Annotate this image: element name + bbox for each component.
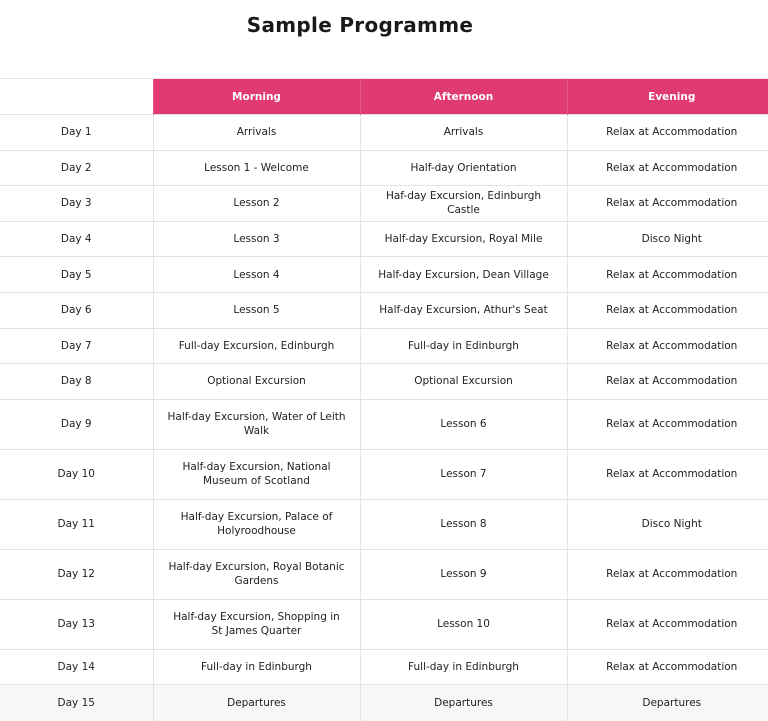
table-row: [0, 150, 768, 186]
programme-table: [0, 78, 768, 721]
cell-morning: Optional Excursion: [153, 364, 360, 400]
cell-morning: Lesson 3: [153, 221, 360, 257]
cell-morning: Lesson 4: [153, 257, 360, 293]
cell-day: Day 6: [0, 292, 153, 328]
cell-morning: Half-day Excursion, Water of Leith Walk: [153, 399, 360, 449]
cell-evening: Relax at Accommodation: [567, 364, 768, 400]
cell-evening: Relax at Accommodation: [567, 292, 768, 328]
cell-evening: Relax at Accommodation: [567, 599, 768, 649]
table-row: [0, 599, 768, 649]
cell-morning: Half-day Excursion, Royal Botanic Gardens: [153, 549, 360, 599]
cell-afternoon: Lesson 9: [360, 549, 567, 599]
cell-afternoon: Lesson 10: [360, 599, 567, 649]
cell-afternoon: Full-day in Edinburgh: [360, 328, 567, 364]
header-day: [0, 79, 153, 115]
cell-morning: Lesson 2: [153, 186, 360, 222]
page-title: Sample Programme: [246, 13, 474, 37]
header-afternoon: Afternoon: [360, 79, 567, 115]
table-row: [0, 449, 768, 499]
cell-afternoon: Lesson 6: [360, 399, 567, 449]
table-row: [0, 364, 768, 400]
cell-day: Day 15: [0, 685, 153, 721]
header-morning: Morning: [153, 79, 360, 115]
cell-morning: Full-day Excursion, Edinburgh: [153, 328, 360, 364]
cell-evening: Relax at Accommodation: [567, 649, 768, 685]
cell-afternoon: Haf-day Excursion, Edinburgh Castle: [360, 186, 567, 222]
cell-evening: Relax at Accommodation: [567, 449, 768, 499]
cell-morning: Full-day in Edinburgh: [153, 649, 360, 685]
table-row: [0, 649, 768, 685]
table-row: [0, 328, 768, 364]
cell-day: Day 7: [0, 328, 153, 364]
cell-afternoon: Departures: [360, 685, 567, 721]
cell-evening: Relax at Accommodation: [567, 186, 768, 222]
cell-afternoon: Half-day Orientation: [360, 150, 567, 186]
cell-afternoon: Arrivals: [360, 115, 567, 151]
cell-morning: Half-day Excursion, Palace of Holyroodhouse: [153, 499, 360, 549]
table-row: [0, 221, 768, 257]
cell-morning: Half-day Excursion, Shopping in St James Quarter: [153, 599, 360, 649]
table-row: [0, 115, 768, 151]
cell-day: Day 2: [0, 150, 153, 186]
cell-day: Day 10: [0, 449, 153, 499]
cell-day: Day 12: [0, 549, 153, 599]
cell-evening: Relax at Accommodation: [567, 115, 768, 151]
cell-day: Day 4: [0, 221, 153, 257]
cell-evening: Departures: [567, 685, 768, 721]
table-row: [0, 399, 768, 449]
cell-day: Day 9: [0, 399, 153, 449]
cell-day: Day 3: [0, 186, 153, 222]
cell-evening: Disco Night: [567, 499, 768, 549]
cell-afternoon: Lesson 8: [360, 499, 567, 549]
cell-evening: Relax at Accommodation: [567, 399, 768, 449]
cell-day: Day 5: [0, 257, 153, 293]
cell-day: Day 8: [0, 364, 153, 400]
cell-morning: Arrivals: [153, 115, 360, 151]
cell-evening: Disco Night: [567, 221, 768, 257]
cell-afternoon: Half-day Excursion, Athur's Seat: [360, 292, 567, 328]
cell-morning: Lesson 5: [153, 292, 360, 328]
table-row: [0, 292, 768, 328]
table-row: [0, 499, 768, 549]
cell-afternoon: Half-day Excursion, Dean Village: [360, 257, 567, 293]
cell-day: Day 11: [0, 499, 153, 549]
table-row: [0, 685, 768, 721]
cell-day: Day 13: [0, 599, 153, 649]
cell-morning: Half-day Excursion, National Museum of Scotland: [153, 449, 360, 499]
header-evening: Evening: [567, 79, 768, 115]
cell-day: Day 1: [0, 115, 153, 151]
cell-evening: Relax at Accommodation: [567, 150, 768, 186]
cell-evening: Relax at Accommodation: [567, 328, 768, 364]
cell-evening: Relax at Accommodation: [567, 257, 768, 293]
table-row: [0, 257, 768, 293]
table-row: [0, 186, 768, 222]
cell-evening: Relax at Accommodation: [567, 549, 768, 599]
cell-afternoon: Lesson 7: [360, 449, 567, 499]
cell-day: Day 14: [0, 649, 153, 685]
table-row: [0, 549, 768, 599]
cell-morning: Departures: [153, 685, 360, 721]
cell-afternoon: Half-day Excursion, Royal Mile: [360, 221, 567, 257]
cell-morning: Lesson 1 - Welcome: [153, 150, 360, 186]
cell-afternoon: Full-day in Edinburgh: [360, 649, 567, 685]
cell-afternoon: Optional Excursion: [360, 364, 567, 400]
table-header-row: [0, 79, 768, 115]
